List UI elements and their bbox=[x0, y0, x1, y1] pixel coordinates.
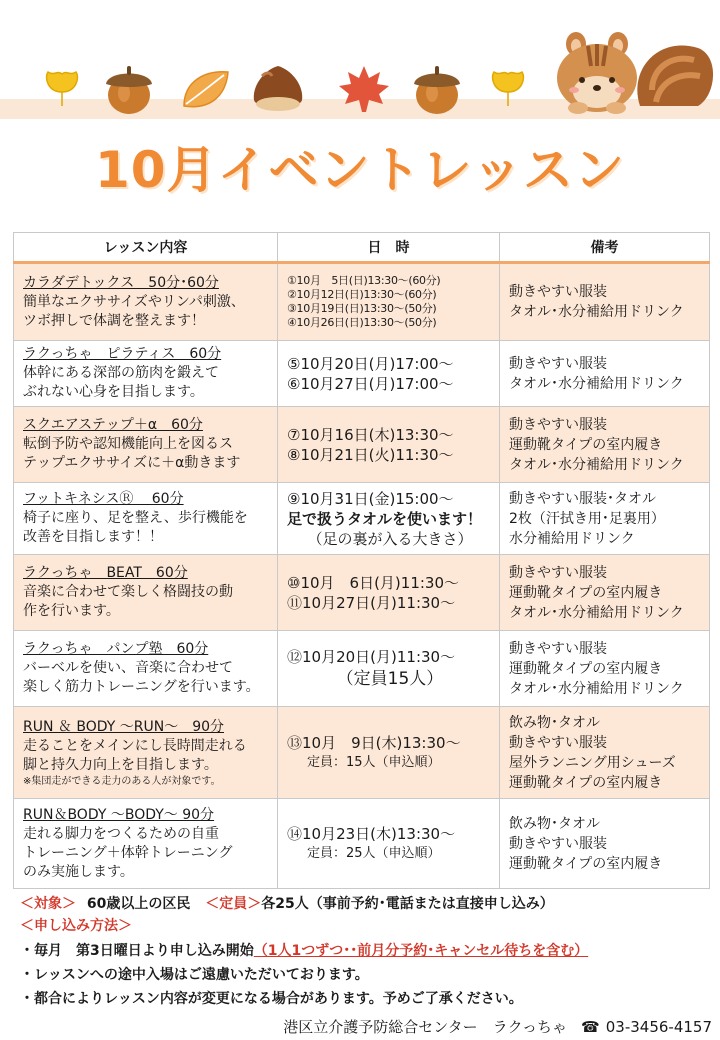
maple-leaf-icon bbox=[336, 62, 392, 116]
schedule-cell bbox=[278, 407, 500, 483]
remark-line: 飲み物･タオル bbox=[509, 714, 600, 731]
remarks-cell bbox=[500, 407, 710, 483]
acorn-icon bbox=[100, 60, 158, 116]
organization-name: 港区立介護予防総合センター ラクっちゃ bbox=[283, 1018, 568, 1036]
capacity-note: 定員：15人（申込順） bbox=[307, 754, 441, 770]
remark-line: 動きやすい服装 bbox=[509, 734, 607, 751]
schedule-line: ⑪10月27日(月)11:30～ bbox=[287, 593, 456, 612]
schedule-line: ⑨10月31日(金)15:00～ bbox=[287, 489, 454, 508]
header-datetime: 日 時 bbox=[278, 233, 500, 263]
remarks-cell bbox=[500, 263, 710, 341]
target-label: ＜対象＞ bbox=[20, 896, 76, 912]
lesson-desc: 体幹にある深部の筋肉を鍛えて bbox=[23, 365, 219, 381]
lesson-desc: ぶれない心身を目指します。 bbox=[23, 384, 204, 400]
lesson-note: ※集団走ができる走力のある人が対象です。 bbox=[23, 775, 221, 787]
remark-line: 飲み物･タオル bbox=[509, 815, 600, 832]
ginkgo-leaf-icon bbox=[486, 66, 530, 110]
remark-line: 動きやすい服装 bbox=[509, 640, 607, 657]
schedule-cell bbox=[278, 483, 500, 555]
schedule-cell bbox=[278, 707, 500, 799]
lesson-desc: 走れる脚力をつくるための自重 bbox=[23, 825, 219, 842]
schedule-line: ⑦10月16日(木)13:30～ bbox=[287, 425, 454, 444]
remark-line: 屋外ランニング用シューズ bbox=[509, 754, 676, 771]
table-row bbox=[14, 483, 710, 555]
header-banner bbox=[0, 0, 720, 125]
lesson-cell bbox=[14, 341, 278, 407]
lesson-desc: 楽しく筋力トレーニングを行います。 bbox=[23, 679, 260, 695]
apply-line-1 bbox=[20, 940, 710, 962]
table-row bbox=[14, 407, 710, 483]
apply-start-text: ・毎月 第3日曜日より申し込み開始 bbox=[20, 943, 254, 959]
lesson-cell bbox=[14, 407, 278, 483]
apply-rule-text: （1人1つずつ･･前月分予約･キャンセル待ちを含む） bbox=[253, 943, 589, 959]
lesson-name: RUN ＆ BODY ～RUN～ 90分 bbox=[23, 718, 225, 735]
notice-line-2: ・レッスンへの途中入場はご遠慮いただいております。 bbox=[20, 967, 369, 983]
schedule-note: （足の裏が入る大きさ） bbox=[307, 529, 473, 548]
leaf-icon bbox=[180, 66, 232, 112]
phone-icon: ☎ bbox=[581, 1018, 600, 1036]
schedule-line: ④10月26日(日)13:30～(50分) bbox=[287, 316, 437, 329]
lesson-desc: ツボ押しで体調を整えます！ bbox=[23, 312, 205, 329]
lesson-name: ラクっちゃ ピラティス 60分 bbox=[23, 346, 222, 362]
target-value: 60歳以上の区民 bbox=[86, 896, 191, 912]
lesson-cell bbox=[14, 555, 278, 631]
lesson-desc: トレーニング＋体幹トレーニング bbox=[23, 844, 233, 861]
contact-line bbox=[252, 1016, 712, 1037]
lesson-cell bbox=[14, 631, 278, 707]
table-row bbox=[14, 631, 710, 707]
page-title: 10月イベントレッスン bbox=[94, 141, 626, 199]
capacity-value: 各25人（事前予約･電話または直接申し込み） bbox=[261, 896, 554, 912]
lesson-cell bbox=[14, 799, 278, 889]
remark-line: 運動靴タイプの室内履き bbox=[509, 855, 663, 872]
schedule-line: ⑫10月20日(月)11:30～ bbox=[287, 647, 456, 666]
remarks-cell bbox=[500, 483, 710, 555]
lesson-cell bbox=[14, 707, 278, 799]
remark-line: 動きやすい服装 bbox=[509, 355, 607, 372]
table-row bbox=[14, 263, 710, 341]
lesson-desc: 脚と持久力向上を目指します。 bbox=[23, 756, 218, 773]
capacity-note: （定員15人） bbox=[336, 668, 444, 689]
remark-line: 動きやすい服装 bbox=[509, 416, 607, 433]
lesson-desc: のみ実施します。 bbox=[23, 863, 134, 880]
remark-line: 動きやすい服装 bbox=[509, 564, 607, 581]
table-row bbox=[14, 555, 710, 631]
capacity-label: ＜定員＞ bbox=[205, 896, 262, 912]
lesson-cell bbox=[14, 263, 278, 341]
lesson-desc: テップエクササイズに＋α動きます bbox=[23, 455, 241, 471]
remark-line: タオル･水分補給用ドリンク bbox=[509, 604, 684, 621]
schedule-line: ⑧10月21日(火)11:30～ bbox=[287, 445, 454, 464]
lesson-desc: 音楽に合わせて楽しく格闘技の動 bbox=[23, 584, 233, 600]
schedule-line: ③10月19日(日)13:30～(50分) bbox=[287, 302, 437, 315]
table-row bbox=[14, 799, 710, 889]
lesson-desc: 簡単なエクササイズやリンパ刺激、 bbox=[23, 293, 245, 310]
schedule-line: ⑤10月20日(月)17:00～ bbox=[287, 354, 454, 373]
ginkgo-leaf-icon bbox=[40, 66, 84, 110]
remark-line: 運動靴タイプの室内履き bbox=[509, 660, 663, 677]
lesson-name: スクエアステップ＋α 60分 bbox=[23, 417, 203, 433]
phone-number: 03-3456-4157 bbox=[605, 1018, 712, 1036]
lesson-cell bbox=[14, 483, 278, 555]
schedule-note: 足で扱うタオルを使います！ bbox=[287, 509, 483, 528]
lesson-name: カラダデトックス 50分･60分 bbox=[23, 274, 219, 291]
schedule-line: ②10月12日(日)13:30～(60分) bbox=[287, 288, 437, 301]
table-header-row bbox=[14, 233, 710, 263]
apply-label: ＜申し込み方法＞ bbox=[20, 918, 132, 934]
header-lesson: レッスン内容 bbox=[14, 233, 278, 263]
remarks-cell bbox=[500, 707, 710, 799]
lesson-name: RUN＆BODY ～BODY～ 90分 bbox=[23, 806, 215, 823]
schedule-line: ①10月 5日(日)13:30～(60分) bbox=[287, 274, 441, 287]
remarks-cell bbox=[500, 555, 710, 631]
remark-line: 運動靴タイプの室内履き bbox=[509, 436, 663, 453]
lesson-desc: 走ることをメインにし長時間走れる bbox=[23, 737, 247, 754]
apply-heading bbox=[20, 915, 710, 937]
remark-line: 水分補給用ドリンク bbox=[509, 530, 635, 547]
squirrel-icon bbox=[548, 30, 718, 114]
lesson-desc: 改善を目指します！！ bbox=[23, 529, 163, 545]
schedule-line: ⑩10月 6日(月)11:30～ bbox=[287, 573, 460, 592]
schedule-cell bbox=[278, 799, 500, 889]
capacity-note: 定員：25人（申込順） bbox=[307, 845, 441, 861]
remark-line: 動きやすい服装 bbox=[509, 835, 607, 852]
schedule-line: ⑭10月23日(木)13:30～ bbox=[287, 824, 456, 843]
lesson-desc: 椅子に座り、足を整え、歩行機能を bbox=[23, 510, 248, 526]
target-line bbox=[20, 893, 710, 915]
remark-line: 運動靴タイプの室内履き bbox=[509, 774, 663, 791]
lesson-name: ラクっちゃ BEAT 60分 bbox=[23, 565, 188, 581]
table-row bbox=[14, 341, 710, 407]
table-row bbox=[14, 707, 710, 799]
lesson-desc: 転倒予防や認知機能向上を図るス bbox=[23, 436, 233, 452]
lesson-name: フットキネシスⓇ 60分 bbox=[23, 491, 184, 507]
remark-line: タオル･水分補給用ドリンク bbox=[509, 680, 684, 697]
remark-line: 動きやすい服装･タオル bbox=[509, 490, 656, 507]
remarks-cell bbox=[500, 341, 710, 407]
schedule-cell bbox=[278, 341, 500, 407]
notice-line-3: ・都合によりレッスン内容が変更になる場合があります。予めご了承ください。 bbox=[20, 991, 523, 1007]
remark-line: 2枚（汗拭き用･足裏用） bbox=[509, 510, 665, 527]
chestnut-icon bbox=[248, 62, 308, 114]
remark-line: タオル･水分補給用ドリンク bbox=[509, 375, 684, 392]
remarks-cell bbox=[500, 631, 710, 707]
remark-line: 運動靴タイプの室内履き bbox=[509, 584, 663, 601]
remarks-cell bbox=[500, 799, 710, 889]
schedule-line: ⑥10月27日(月)17:00～ bbox=[287, 374, 454, 393]
lesson-name: ラクっちゃ パンプ塾 60分 bbox=[23, 641, 209, 657]
schedule-cell bbox=[278, 555, 500, 631]
schedule-cell bbox=[278, 263, 500, 341]
schedule-line: ⑬10月 9日(木)13:30～ bbox=[287, 733, 461, 752]
lesson-desc: 作を行います。 bbox=[23, 603, 120, 619]
acorn-icon bbox=[408, 60, 466, 116]
remark-line: タオル･水分補給用ドリンク bbox=[509, 304, 684, 320]
lesson-table bbox=[13, 232, 710, 889]
lesson-desc: バーベルを使い、音楽に合わせて bbox=[23, 660, 233, 676]
remark-line: 動きやすい服装 bbox=[509, 284, 607, 300]
header-remarks: 備考 bbox=[500, 233, 710, 263]
remark-line: タオル･水分補給用ドリンク bbox=[509, 456, 684, 473]
schedule-cell bbox=[278, 631, 500, 707]
